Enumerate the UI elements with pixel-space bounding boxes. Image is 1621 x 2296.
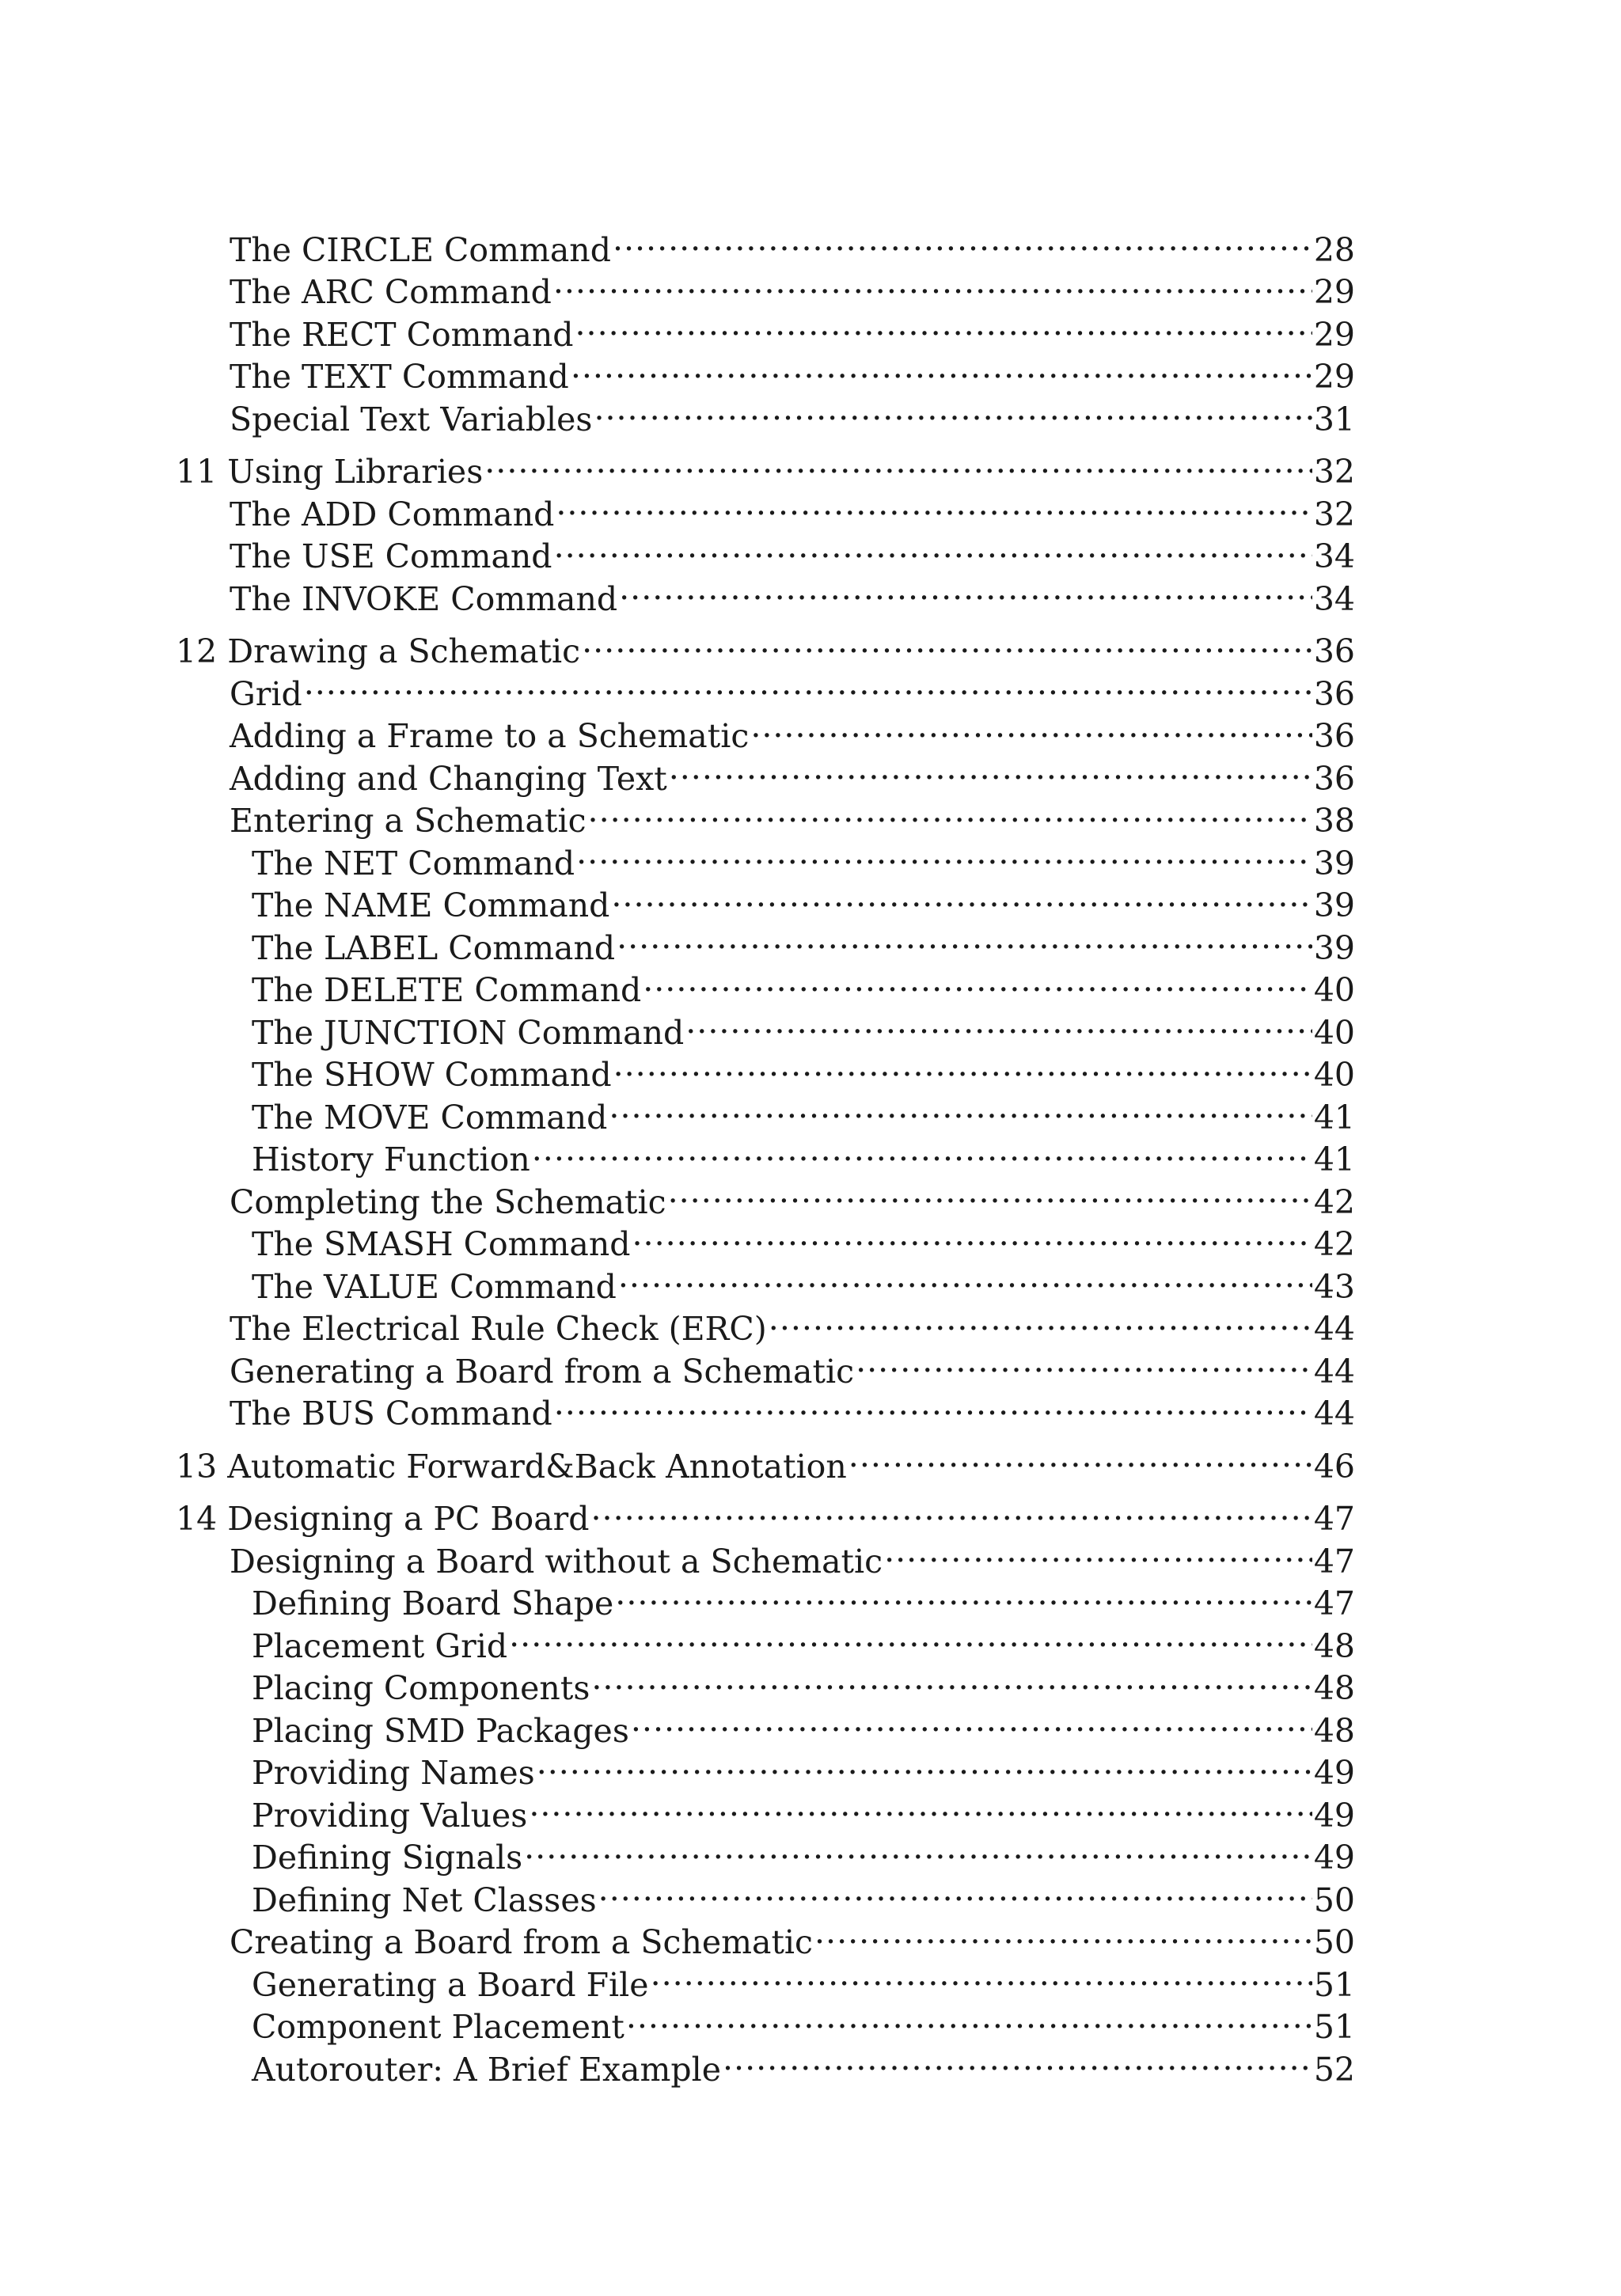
toc-entry[interactable] — [176, 705, 1355, 755]
toc-entry-page-number: 40 — [1313, 971, 1355, 1009]
toc-dot-leader — [626, 1996, 1312, 2039]
toc-dot-leader — [571, 346, 1312, 389]
toc-entry-title: Providing Values — [252, 1796, 528, 1835]
toc-dot-leader — [814, 1911, 1312, 1954]
toc-entry-title: Providing Names — [252, 1754, 535, 1792]
toc-entry-title: 14 Designing a PC Board — [176, 1500, 590, 1538]
toc-dot-leader — [769, 1298, 1312, 1341]
toc-dot-leader — [598, 1869, 1312, 1911]
toc-dot-leader — [556, 483, 1312, 526]
toc-entry-title: The Electrical Rule Check (ERC) — [230, 1310, 767, 1348]
toc-entry-page-number: 42 — [1313, 1225, 1355, 1263]
toc-entry-page-number: 40 — [1313, 1056, 1355, 1094]
toc-entry-page-number: 34 — [1313, 537, 1355, 575]
toc-entry-page-number: 52 — [1313, 2050, 1355, 2089]
toc-entry-title: Defining Board Shape — [252, 1584, 614, 1622]
toc-entry-title: Entering a Schematic — [230, 802, 587, 840]
toc-entry-page-number: 49 — [1313, 1796, 1355, 1835]
toc-entry-page-number: 47 — [1313, 1584, 1355, 1622]
toc-entry-title: 11 Using Libraries — [176, 453, 484, 491]
toc-entry[interactable] — [176, 620, 1355, 670]
toc-entry-title: The RECT Command — [230, 315, 574, 354]
toc-entry-title: The LABEL Command — [252, 928, 616, 967]
toc-dot-leader — [304, 662, 1312, 705]
toc-entry-page-number: 41 — [1313, 1140, 1355, 1178]
toc-entry[interactable] — [176, 441, 1355, 491]
toc-dot-leader — [591, 1657, 1312, 1700]
toc-dot-leader — [554, 1383, 1312, 1425]
toc-dot-leader — [554, 526, 1312, 568]
toc-dot-leader — [509, 1615, 1312, 1657]
toc-entry-title: The NAME Command — [252, 886, 610, 924]
toc-entry[interactable] — [176, 662, 1355, 713]
toc-dot-leader — [668, 1171, 1312, 1213]
toc-entry-page-number: 47 — [1313, 1500, 1355, 1538]
toc-entry-page-number: 51 — [1313, 2008, 1355, 2046]
toc-entry-page-number: 29 — [1313, 358, 1355, 396]
toc-entry-title: The SMASH Command — [252, 1225, 631, 1263]
toc-dot-leader — [618, 1255, 1312, 1298]
toc-entry-page-number: 42 — [1313, 1182, 1355, 1221]
toc-entry-title: The BUS Command — [230, 1395, 552, 1433]
toc-entry-title: The CIRCLE Command — [230, 230, 611, 269]
toc-dot-leader — [532, 1129, 1312, 1171]
toc-entry-title: Generating a Board File — [252, 1965, 649, 2004]
table-of-contents — [176, 218, 1355, 2089]
toc-entry-page-number: 41 — [1313, 1098, 1355, 1137]
toc-entry-title: The SHOW Command — [252, 1056, 612, 1094]
toc-entry-page-number: 44 — [1313, 1352, 1355, 1391]
toc-entry-page-number: 32 — [1313, 453, 1355, 491]
toc-dot-leader — [582, 620, 1312, 663]
toc-entry-page-number: 44 — [1313, 1395, 1355, 1433]
toc-dot-leader — [750, 705, 1312, 748]
toc-entry-page-number: 47 — [1313, 1542, 1355, 1581]
toc-entry-title: Generating a Board from a Schematic — [230, 1352, 855, 1391]
toc-dot-leader — [613, 218, 1312, 261]
toc-entry-page-number: 48 — [1313, 1669, 1355, 1707]
toc-dot-leader — [884, 1530, 1312, 1573]
toc-entry-page-number: 31 — [1313, 400, 1355, 438]
toc-dot-leader — [643, 959, 1312, 1002]
toc-entry-title: The ARC Command — [230, 273, 552, 311]
toc-entry-page-number: 48 — [1313, 1626, 1355, 1665]
toc-entry-title: The NET Command — [252, 844, 575, 882]
toc-dot-leader — [611, 875, 1312, 917]
toc-entry-page-number: 50 — [1313, 1923, 1355, 1961]
toc-entry-title: Placement Grid — [252, 1626, 508, 1665]
toc-entry-page-number: 49 — [1313, 1839, 1355, 1877]
toc-dot-leader — [856, 1340, 1312, 1383]
toc-entry-page-number: 39 — [1313, 928, 1355, 967]
toc-dot-leader — [588, 790, 1312, 833]
toc-dot-leader — [613, 1044, 1312, 1087]
toc-dot-leader — [848, 1435, 1312, 1478]
toc-entry-page-number: 29 — [1313, 273, 1355, 311]
toc-entry-page-number: 34 — [1313, 579, 1355, 618]
toc-dot-leader — [631, 1699, 1312, 1742]
toc-entry-title: The INVOKE Command — [230, 579, 618, 618]
toc-entry-title: The VALUE Command — [252, 1267, 617, 1306]
toc-entry-title: Component Placement — [252, 2008, 624, 2046]
toc-entry-title: The DELETE Command — [252, 971, 642, 1009]
toc-entry-title: History Function — [252, 1140, 530, 1178]
toc-entry-page-number: 40 — [1313, 1013, 1355, 1052]
toc-entry-page-number: 49 — [1313, 1754, 1355, 1792]
toc-entry[interactable] — [176, 1488, 1355, 1538]
toc-dot-leader — [723, 2038, 1312, 2081]
toc-entry-page-number: 29 — [1313, 315, 1355, 354]
toc-entry[interactable] — [176, 1435, 1355, 1486]
toc-dot-leader — [529, 1784, 1312, 1827]
toc-entry-page-number: 44 — [1313, 1310, 1355, 1348]
toc-entry-title: The JUNCTION Command — [252, 1013, 685, 1052]
toc-dot-leader — [591, 1488, 1312, 1531]
toc-dot-leader — [632, 1213, 1312, 1256]
toc-entry-page-number: 39 — [1313, 886, 1355, 924]
toc-dot-leader — [617, 917, 1312, 959]
toc-dot-leader — [537, 1742, 1312, 1785]
toc-entry-title: Defining Signals — [252, 1839, 523, 1877]
toc-entry-page-number: 48 — [1313, 1711, 1355, 1750]
toc-dot-leader — [594, 388, 1312, 431]
toc-dot-leader — [619, 567, 1312, 610]
toc-entry-page-number: 36 — [1313, 717, 1355, 755]
toc-entry-title: Placing Components — [252, 1669, 590, 1707]
toc-entry-title: Grid — [230, 674, 302, 713]
toc-dot-leader — [669, 747, 1312, 790]
toc-entry-title: Placing SMD Packages — [252, 1711, 629, 1750]
toc-entry-title: 12 Drawing a Schematic — [176, 632, 581, 670]
toc-entry-title: Creating a Board from a Schematic — [230, 1923, 813, 1961]
toc-dot-leader — [685, 1001, 1312, 1044]
toc-entry-title: Designing a Board without a Schematic — [230, 1542, 883, 1581]
toc-entry-title: The MOVE Command — [252, 1098, 608, 1137]
toc-entry-page-number: 36 — [1313, 759, 1355, 798]
toc-dot-leader — [575, 303, 1312, 346]
toc-entry-title: Special Text Variables — [230, 400, 593, 438]
toc-dot-leader — [553, 261, 1312, 304]
toc-entry-page-number: 32 — [1313, 495, 1355, 533]
toc-entry-title: 13 Automatic Forward&Back Annotation — [176, 1447, 847, 1486]
toc-entry-page-number: 51 — [1313, 1965, 1355, 2004]
toc-dot-leader — [651, 1953, 1312, 1996]
toc-entry-page-number: 46 — [1313, 1447, 1355, 1486]
toc-entry-page-number: 36 — [1313, 674, 1355, 713]
toc-dot-leader — [609, 1086, 1312, 1129]
toc-entry-title: The ADD Command — [230, 495, 555, 533]
toc-entry-title: Adding and Changing Text — [230, 759, 667, 798]
toc-entry-title: The USE Command — [230, 537, 552, 575]
toc-entry-title: Autorouter: A Brief Example — [252, 2050, 721, 2089]
toc-entry-page-number: 38 — [1313, 802, 1355, 840]
toc-entry-title: The TEXT Command — [230, 358, 569, 396]
toc-entry-title: Adding a Frame to a Schematic — [230, 717, 750, 755]
toc-dot-leader — [615, 1573, 1312, 1615]
toc-dot-leader — [524, 1827, 1312, 1869]
toc-entry-page-number: 36 — [1313, 632, 1355, 670]
toc-entry-page-number: 39 — [1313, 844, 1355, 882]
toc-entry[interactable] — [176, 218, 1355, 269]
toc-entry-page-number: 43 — [1313, 1267, 1355, 1306]
toc-dot-leader — [576, 832, 1312, 875]
toc-entry-page-number: 28 — [1313, 230, 1355, 269]
toc-entry-title: Defining Net Classes — [252, 1880, 597, 1919]
toc-dot-leader — [484, 441, 1312, 484]
toc-entry-page-number: 50 — [1313, 1880, 1355, 1919]
toc-entry-title: Completing the Schematic — [230, 1182, 666, 1221]
